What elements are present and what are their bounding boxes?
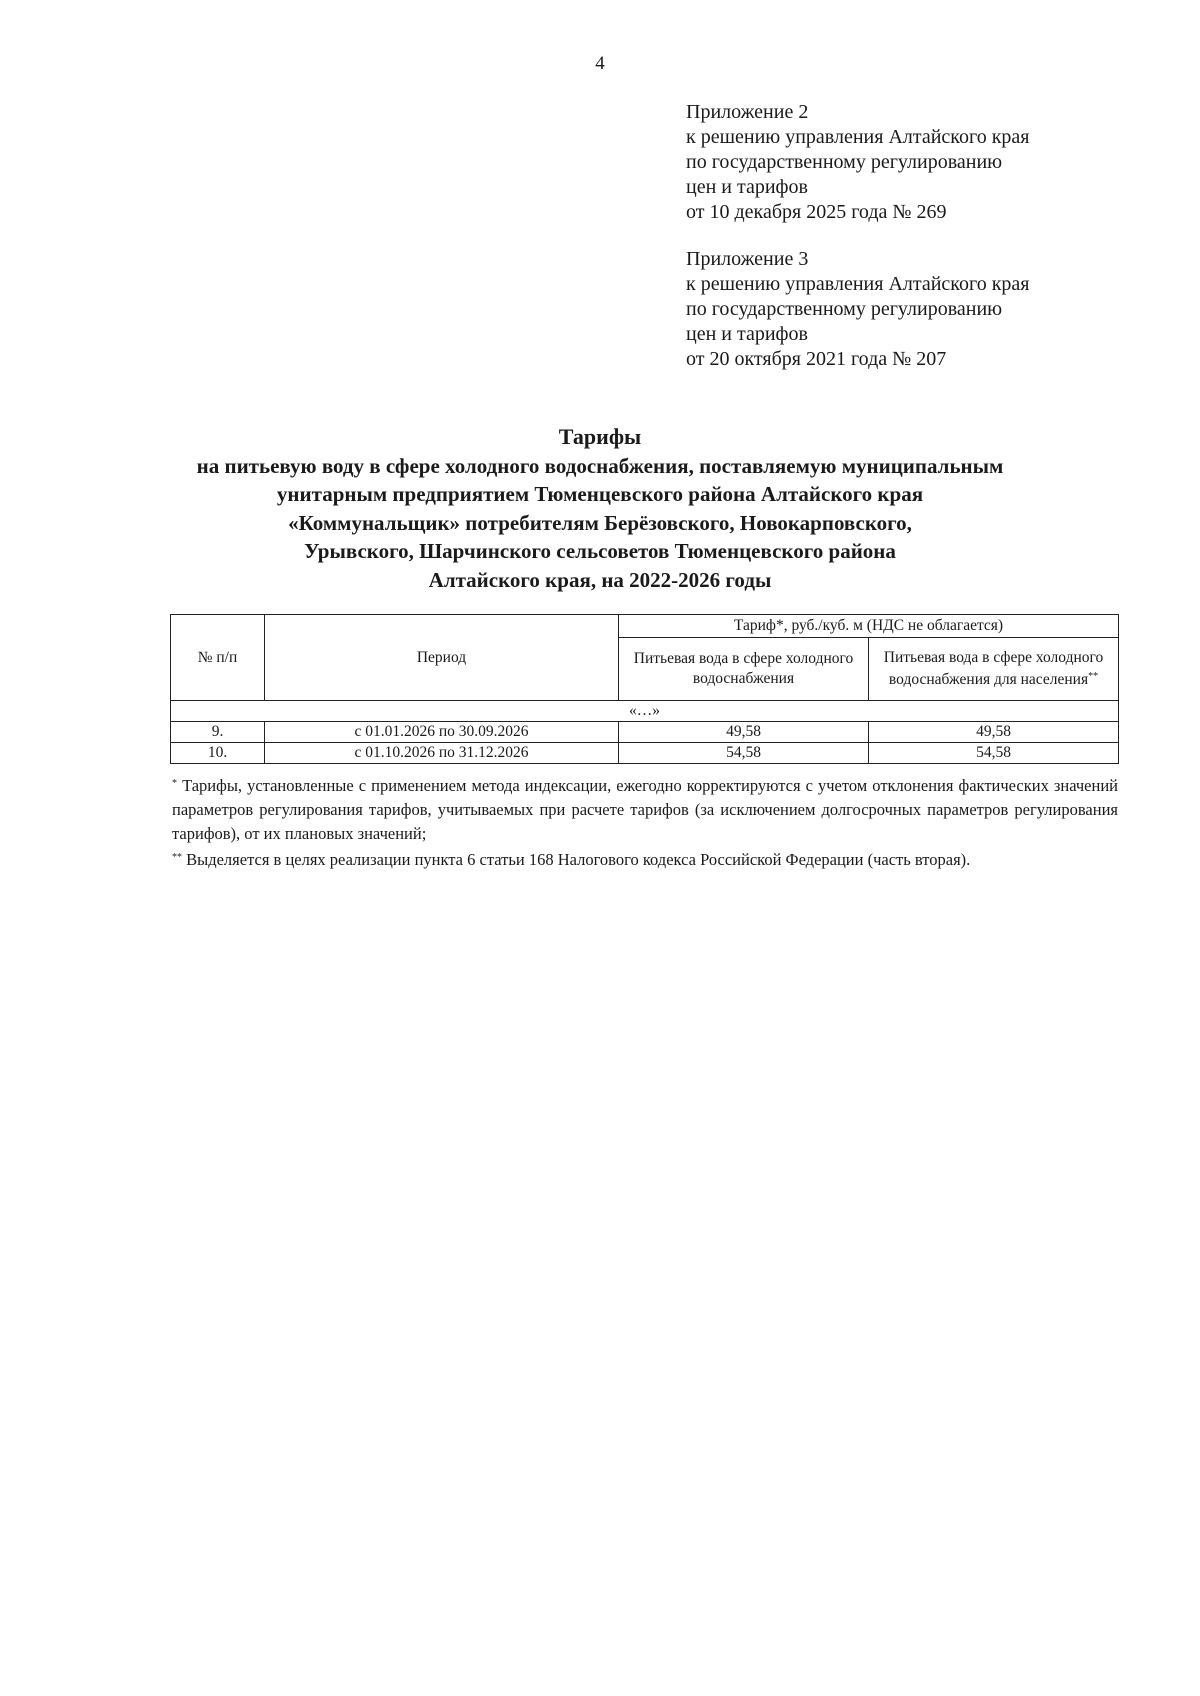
appendix-3-header bbox=[686, 247, 1156, 372]
table-row bbox=[171, 722, 1119, 743]
title-line: «Коммунальщик» потребителям Берёзовского, Новокарповского, bbox=[288, 510, 912, 535]
appendix-3-line: цен и тарифов bbox=[686, 323, 808, 345]
col-number-header: № п/п bbox=[171, 615, 265, 701]
footnote-1-text: Тарифы, установленные с применением метода индексации, ежегодно корректируются с учетом отклонения фактических значений параметров регулирования тарифов, учитываемых при расчете тарифов (за исключением долгосрочных параметров регулирования тарифов), от их плановых значений; bbox=[172, 776, 1118, 843]
appendix-3-line: к решению управления Алтайского края bbox=[686, 273, 1030, 295]
appendix-2-line: Приложение 2 bbox=[686, 101, 809, 123]
appendix-2-line: цен и тарифов bbox=[686, 176, 808, 198]
appendix-3-line: Приложение 3 bbox=[686, 248, 809, 270]
document-title bbox=[130, 423, 1070, 594]
tariff-group-header: Тариф*, руб./куб. м (НДС не облагается) bbox=[619, 615, 1119, 638]
footnote-2 bbox=[172, 846, 1118, 872]
appendix-2-line: по государственному регулированию bbox=[686, 151, 1003, 173]
table-header-row bbox=[171, 615, 1119, 638]
row-period: с 01.10.2026 по 31.12.2026 bbox=[265, 743, 619, 764]
footnote-mark: ** bbox=[1088, 671, 1099, 682]
col-tariff-population-header bbox=[869, 638, 1119, 701]
appendix-2-header bbox=[686, 100, 1156, 225]
footnote-2-mark: ** bbox=[172, 852, 182, 863]
row-tariff: 54,58 bbox=[619, 743, 869, 764]
page-number: 4 bbox=[595, 53, 605, 74]
table-row bbox=[171, 743, 1119, 764]
appendix-3-line: от 20 октября 2021 года № 207 bbox=[686, 348, 947, 370]
title-line: Алтайского края, на 2022-2026 годы bbox=[428, 567, 772, 592]
appendix-2-line: к решению управления Алтайского края bbox=[686, 126, 1030, 148]
footnotes bbox=[172, 772, 1118, 872]
title-main: Тарифы bbox=[558, 424, 642, 449]
col-tariff-population-label: Питьевая вода в сфере холодного водоснабжения для населения bbox=[883, 649, 1104, 688]
col-tariff-header bbox=[619, 638, 869, 701]
footnote-2-text: Выделяется в целях реализации пункта 6 статьи 168 Налогового кодекса Российской Федерации (часть вторая). bbox=[186, 850, 971, 869]
appendix-2-line: от 10 декабря 2025 года № 269 bbox=[686, 201, 947, 223]
row-period: с 01.01.2026 по 30.09.2026 bbox=[265, 722, 619, 743]
row-tariff-population: 49,58 bbox=[869, 722, 1119, 743]
col-period-header: Период bbox=[265, 615, 619, 701]
footnote-1-mark: * bbox=[172, 778, 177, 789]
row-number: 10. bbox=[171, 743, 265, 764]
appendix-3-line: по государственному регулированию bbox=[686, 298, 1003, 320]
tariff-table bbox=[170, 614, 1119, 764]
row-number: 9. bbox=[171, 722, 265, 743]
title-line: на питьевую воду в сфере холодного водоснабжения, поставляемую муниципальным bbox=[196, 453, 1004, 478]
row-tariff: 49,58 bbox=[619, 722, 869, 743]
row-tariff-population: 54,58 bbox=[869, 743, 1119, 764]
ellipsis-cell: «…» bbox=[171, 701, 1119, 722]
footnote-1 bbox=[172, 772, 1118, 846]
title-line: унитарным предприятием Тюменцевского района Алтайского края bbox=[276, 482, 924, 506]
table-row-ellipsis bbox=[171, 701, 1119, 722]
title-line: Урывского, Шарчинского сельсоветов Тюменцевского района bbox=[304, 539, 896, 563]
col-tariff-label: Питьевая вода в сфере холодного водоснабжения bbox=[633, 650, 854, 687]
